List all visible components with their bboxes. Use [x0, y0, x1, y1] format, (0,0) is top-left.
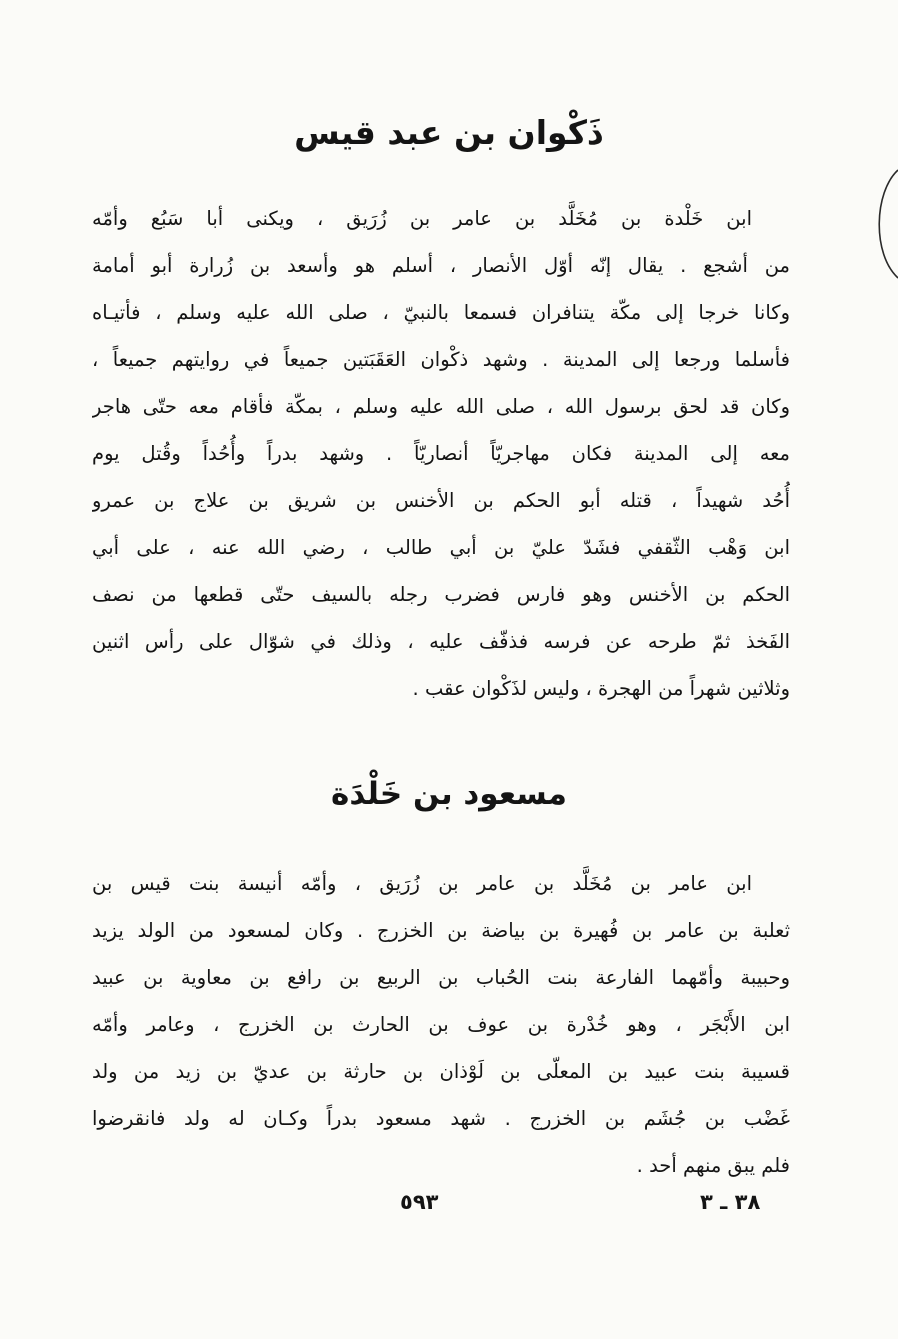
- text-line: وحبيبة وأمّهما الفارعة بنت الحُباب بن الربيع بن رافع بن معاوية بن عبيد: [92, 966, 790, 989]
- text-line: أُحُد شهيداً ، قتله أبو الحكم بن الأخنس بن شريق بن علاج بن عمرو: [92, 489, 790, 512]
- text-line: الفَخذ ثمّ طرحه عن فرسه فذفّف عليه ، وذلك في شوّال على رأس اثنين: [92, 630, 790, 653]
- text-line: معه إلى المدينة فكان مهاجريّاً أنصاريّاً . وشهد بدراً وأُحُداً وقُتل يوم: [92, 442, 790, 465]
- text-line: ابن عامر بن مُخَلَّد بن عامر بن زُرَيق ، وأمّه أنيسة بنت قيس بن: [92, 872, 752, 895]
- section-title-masud: مسعود بن خَلْدَة: [331, 776, 567, 812]
- text-line: ثعلبة بن عامر بن فُهيرة بن بياضة بن الخزرج . وكان لمسعود من الولد يزيد: [92, 919, 790, 942]
- text-line: غَضْب بن جُشَم بن الخزرج . شهد مسعود بدراً وكـان له ولد فانقرضوا: [92, 1107, 790, 1130]
- page-number: ٥٩٣: [400, 1190, 439, 1214]
- text-line: وثلاثين شهراً من الهجرة ، وليس لذَكْوان عقب .: [412, 677, 790, 700]
- text-line: وكانا خرجا إلى مكّة يتنافران فسمعا بالنبيّ ، صلى الله عليه وسلم ، فأتيـاه: [92, 301, 790, 324]
- section-body-dhakwan: [92, 195, 790, 712]
- section-title-dhakwan: ذَكْوان بن عبد قيس: [294, 113, 604, 152]
- page-binding-curve: [868, 168, 898, 280]
- text-line: الحكم بن الأخنس وهو فارس فضرب رجله بالسيف حتّى قطعها من نصف: [92, 583, 790, 606]
- text-line: فأسلما ورجعا إلى المدينة . وشهد ذكْوان العَقَبَتين جميعاً في روايتهم جميعاً ،: [92, 348, 790, 371]
- text-line: ابن خَلْدة بن مُخَلَّد بن عامر بن زُرَيق ، ويكنى أبا سَبُع وأمّه: [92, 207, 752, 230]
- text-line: وكان قد لحق برسول الله ، صلى الله عليه وسلم ، بمكّة فأقام معه حتّى هاجر: [92, 395, 790, 418]
- text-line: ابن وَهْب الثّقفي فشَدّ عليّ بن أبي طالب ، رضي الله عنه ، على أبي: [92, 536, 790, 559]
- text-line: قسيبة بنت عبيد بن المعلّى بن لَوْذان بن حارثة بن عديّ بن زيد من ولد: [92, 1060, 790, 1083]
- signature-mark: ٣٨ ـ ٣: [700, 1190, 761, 1214]
- text-line: من أشجع . يقال إنّه أوّل الأنصار ، أسلم هو وأسعد بن زُرارة أبو أمامة: [92, 254, 790, 277]
- text-line: ابن الأَبْجَر ، وهو خُدْرة بن عوف بن الحارث بن الخزرج ، وعامر وأمّه: [92, 1013, 790, 1036]
- text-line: فلم يبق منهم أحد .: [636, 1154, 790, 1177]
- section-body-masud: [92, 860, 790, 1189]
